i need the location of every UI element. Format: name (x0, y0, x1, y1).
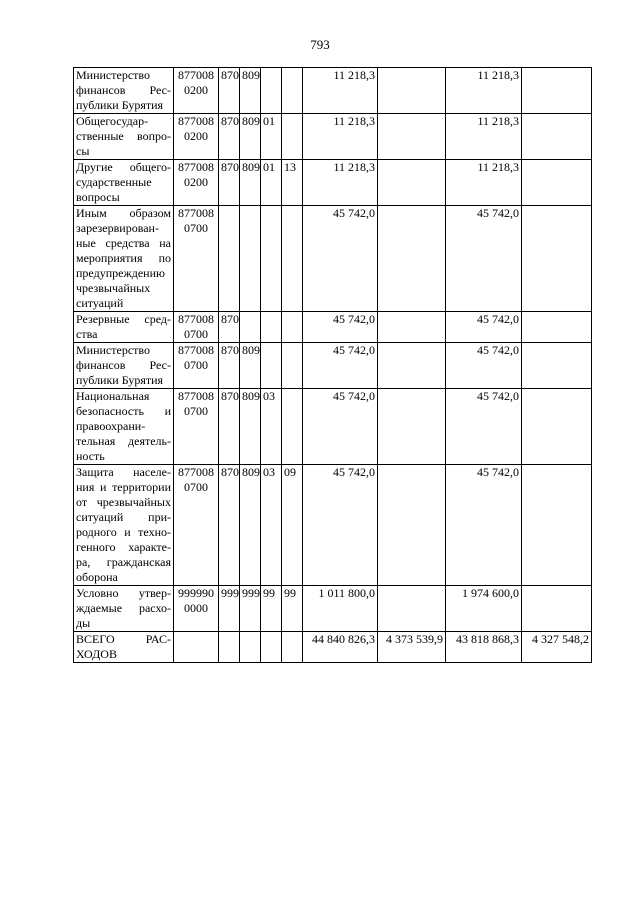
expense-name-cell: Иным образом зарезервирован-ные средства на мероприятия по предупреждению чрезвычайных ситуаций (74, 206, 174, 312)
target-article-part: 877008 (178, 114, 214, 128)
amount-year1-cell: 45 742,0 (303, 389, 378, 465)
target-article-part: 0700 (184, 404, 208, 418)
amount-year2-extra-cell (522, 312, 592, 343)
target-article-part: 0700 (184, 358, 208, 372)
expense-type-cell: 999 (219, 586, 240, 632)
amount-year2-cell: 11 218,3 (446, 160, 522, 206)
table-row (74, 343, 592, 389)
expense-type-cell (219, 632, 240, 663)
administrator-code-cell: 809 (240, 160, 261, 206)
target-article-cell (174, 389, 219, 465)
amount-year2-extra-cell (522, 114, 592, 160)
target-article-part: 0200 (184, 83, 208, 97)
target-article-part: 0700 (184, 221, 208, 235)
expense-type-cell: 870 (219, 389, 240, 465)
target-article-cell (174, 343, 219, 389)
amount-year1-cell: 11 218,3 (303, 68, 378, 114)
section-code-cell (261, 206, 282, 312)
table-row (74, 312, 592, 343)
target-article-cell (174, 206, 219, 312)
amount-year1-extra-cell (378, 343, 446, 389)
administrator-code-cell: 809 (240, 465, 261, 586)
subsection-code-cell (282, 632, 303, 663)
table-row (74, 389, 592, 465)
expense-type-cell: 870 (219, 160, 240, 206)
subsection-code-cell: 09 (282, 465, 303, 586)
administrator-code-cell: 809 (240, 68, 261, 114)
amount-year2-cell: 45 742,0 (446, 343, 522, 389)
target-article-cell (174, 68, 219, 114)
amount-year1-cell: 11 218,3 (303, 160, 378, 206)
target-article-part: 877008 (178, 465, 214, 479)
subsection-code-cell (282, 389, 303, 465)
amount-year2-cell: 45 742,0 (446, 206, 522, 312)
section-code-cell (261, 343, 282, 389)
target-article-cell (174, 160, 219, 206)
amount-year1-cell: 45 742,0 (303, 206, 378, 312)
amount-year2-cell: 45 742,0 (446, 312, 522, 343)
table-row (74, 68, 592, 114)
amount-year2-extra-cell (522, 586, 592, 632)
target-article-part: 0700 (184, 480, 208, 494)
subsection-code-cell (282, 343, 303, 389)
amount-year2-extra-cell (522, 465, 592, 586)
amount-year1-extra-cell: 4 373 539,9 (378, 632, 446, 663)
expense-name-cell: ВСЕГО РАС-ХОДОВ (74, 632, 174, 663)
amount-year1-cell: 45 742,0 (303, 465, 378, 586)
table-row (74, 632, 592, 663)
target-article-part: 0200 (184, 129, 208, 143)
table-row (74, 206, 592, 312)
amount-year2-extra-cell (522, 389, 592, 465)
amount-year1-cell: 1 011 800,0 (303, 586, 378, 632)
expense-type-cell: 870 (219, 465, 240, 586)
target-article-part: 0200 (184, 175, 208, 189)
administrator-code-cell: 809 (240, 114, 261, 160)
amount-year2-cell: 43 818 868,3 (446, 632, 522, 663)
amount-year1-cell: 11 218,3 (303, 114, 378, 160)
target-article-cell (174, 114, 219, 160)
page-number: 793 (310, 37, 330, 52)
section-code-cell (261, 632, 282, 663)
administrator-code-cell (240, 312, 261, 343)
section-code-cell (261, 68, 282, 114)
subsection-code-cell: 99 (282, 586, 303, 632)
expense-type-cell (219, 206, 240, 312)
section-code-cell: 01 (261, 114, 282, 160)
target-article-part: 877008 (178, 312, 214, 326)
administrator-code-cell: 809 (240, 389, 261, 465)
expense-type-cell: 870 (219, 312, 240, 343)
amount-year2-cell: 11 218,3 (446, 68, 522, 114)
expense-type-cell: 870 (219, 114, 240, 160)
amount-year1-extra-cell (378, 160, 446, 206)
target-article-cell (174, 312, 219, 343)
target-article-part: 0700 (184, 327, 208, 341)
amount-year1-extra-cell (378, 312, 446, 343)
administrator-code-cell: 809 (240, 343, 261, 389)
amount-year2-extra-cell (522, 206, 592, 312)
amount-year1-extra-cell (378, 206, 446, 312)
amount-year1-extra-cell (378, 68, 446, 114)
amount-year2-cell: 45 742,0 (446, 465, 522, 586)
amount-year2-extra-cell (522, 160, 592, 206)
expense-name-cell: Условно утвер-ждаемые расхо-ды (74, 586, 174, 632)
target-article-part: 877008 (178, 160, 214, 174)
amount-year2-extra-cell (522, 343, 592, 389)
expense-type-cell: 870 (219, 343, 240, 389)
budget-table-body (74, 68, 592, 663)
amount-year1-cell: 45 742,0 (303, 312, 378, 343)
subsection-code-cell (282, 206, 303, 312)
target-article-part: 877008 (178, 343, 214, 357)
table-row (74, 586, 592, 632)
target-article-cell (174, 632, 219, 663)
amount-year2-cell: 1 974 600,0 (446, 586, 522, 632)
expense-name-cell: Резервные сред-ства (74, 312, 174, 343)
section-code-cell: 03 (261, 389, 282, 465)
expense-name-cell: Министерство финансов Рес-публики Бурятия (74, 68, 174, 114)
amount-year2-cell: 11 218,3 (446, 114, 522, 160)
target-article-part: 877008 (178, 68, 214, 82)
target-article-cell (174, 586, 219, 632)
administrator-code-cell: 999 (240, 586, 261, 632)
administrator-code-cell (240, 206, 261, 312)
amount-year2-extra-cell (522, 68, 592, 114)
target-article-cell (174, 465, 219, 586)
subsection-code-cell (282, 68, 303, 114)
subsection-code-cell (282, 312, 303, 343)
table-row (74, 160, 592, 206)
expense-name-cell: Министерство финансов Рес-публики Бурятия (74, 343, 174, 389)
amount-year2-extra-cell: 4 327 548,2 (522, 632, 592, 663)
expense-name-cell: Защита населе-ния и территории от чрезвычайных ситуаций при-родного и техно-генного характе-ра, гражданская оборона (74, 465, 174, 586)
target-article-part: 877008 (178, 206, 214, 220)
administrator-code-cell (240, 632, 261, 663)
table-row (74, 114, 592, 160)
expense-type-cell: 870 (219, 68, 240, 114)
table-row (74, 465, 592, 586)
target-article-part: 877008 (178, 389, 214, 403)
budget-table (73, 67, 592, 663)
amount-year1-extra-cell (378, 586, 446, 632)
subsection-code-cell: 13 (282, 160, 303, 206)
amount-year1-cell: 45 742,0 (303, 343, 378, 389)
amount-year1-extra-cell (378, 465, 446, 586)
section-code-cell: 99 (261, 586, 282, 632)
target-article-part: 0000 (184, 601, 208, 615)
amount-year1-extra-cell (378, 114, 446, 160)
section-code-cell: 03 (261, 465, 282, 586)
amount-year1-extra-cell (378, 389, 446, 465)
section-code-cell: 01 (261, 160, 282, 206)
section-code-cell (261, 312, 282, 343)
target-article-part: 999990 (178, 586, 214, 600)
amount-year2-cell: 45 742,0 (446, 389, 522, 465)
expense-name-cell: Другие общего-сударственные вопросы (74, 160, 174, 206)
expense-name-cell: Общегосудар-ственные вопро-сы (74, 114, 174, 160)
subsection-code-cell (282, 114, 303, 160)
amount-year1-cell: 44 840 826,3 (303, 632, 378, 663)
expense-name-cell: Национальная безопасность и правоохрани-тельная деятель-ность (74, 389, 174, 465)
